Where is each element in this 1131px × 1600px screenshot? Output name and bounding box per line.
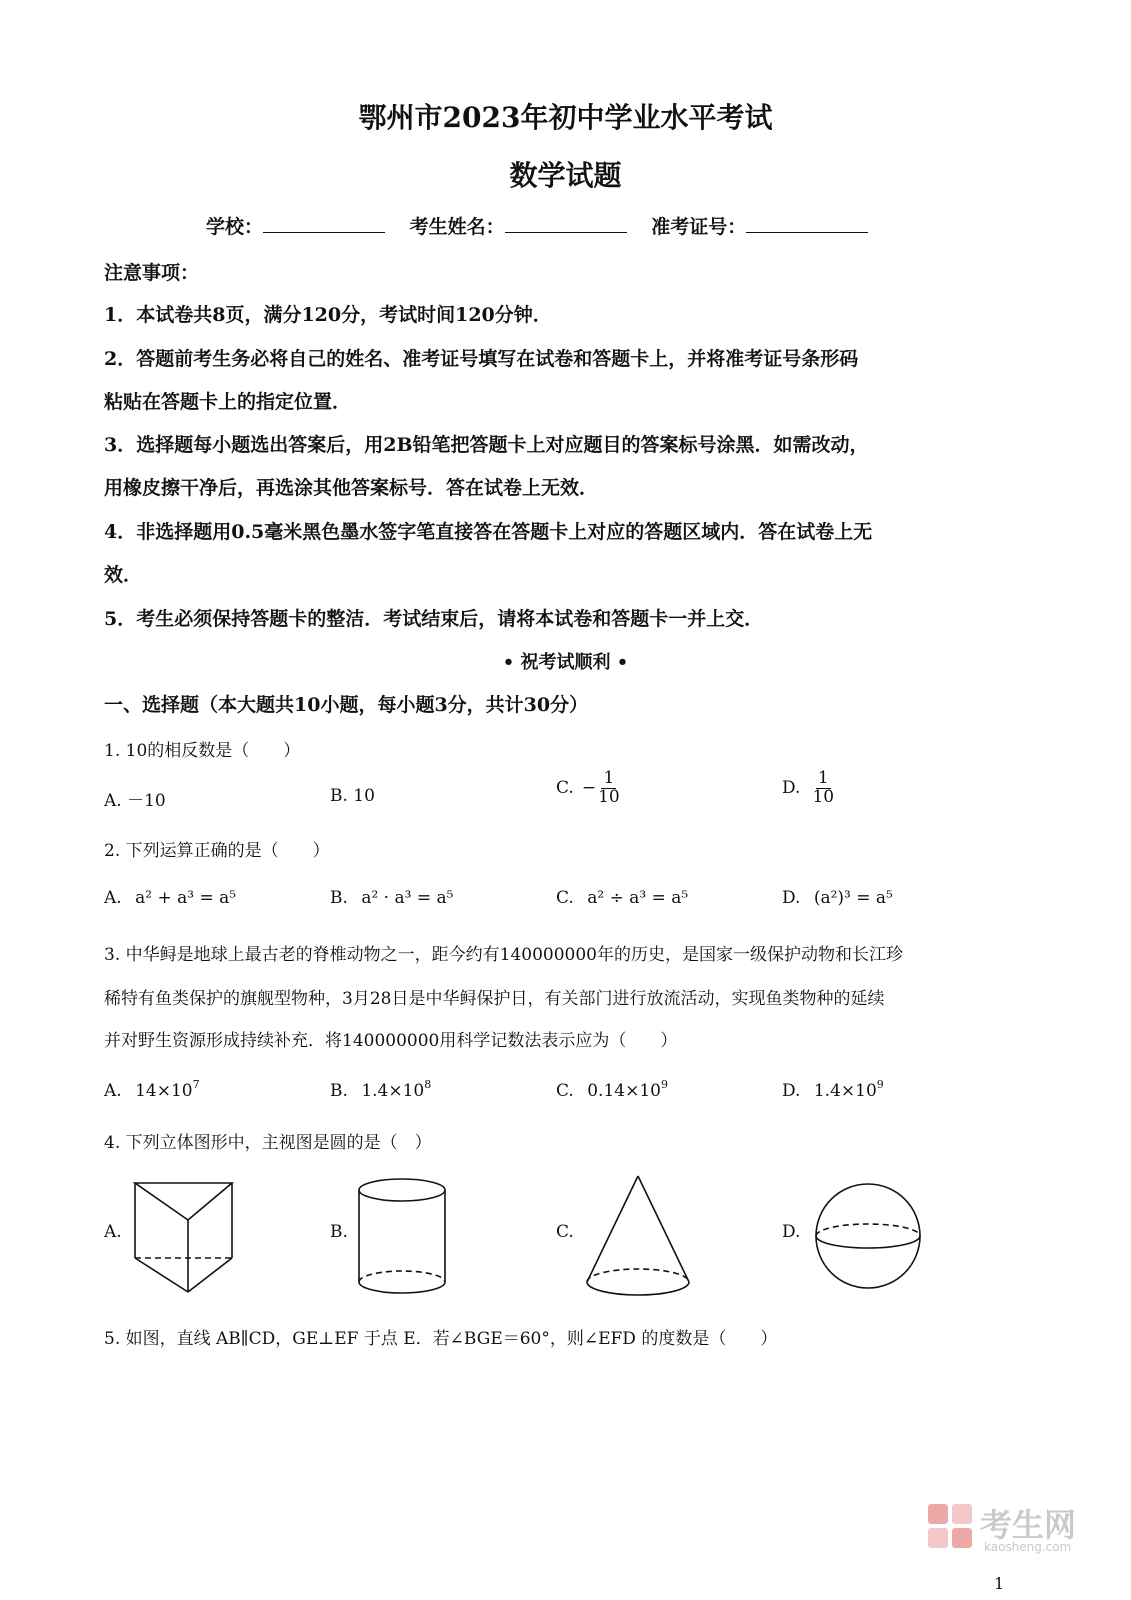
q3-a-exponent: 7 [192,1078,200,1091]
q3-a-label: A. [104,1081,122,1101]
q3-c-label: C. [556,1081,574,1101]
q4-d-label: D. [782,1222,801,1242]
q4-c-label: C. [556,1222,574,1242]
note-line-2: 2．答题前考生务必将自己的姓名、准考证号填写在试卷和答题卡上，并将准考证号条形码 [104,348,859,370]
q1-option-a: A. －10 [104,791,166,811]
q1-option-b: B. 10 [330,786,375,806]
q2-option-d [782,888,893,908]
sphere-figure [812,1180,924,1292]
q1-option-d [782,770,836,807]
q3-d-base: 1.4×10 [813,1081,877,1101]
q3-a-base: 14×10 [135,1081,193,1101]
page-number: 1 [994,1574,1005,1593]
q3-option-d [782,1078,884,1101]
school-blank [263,214,385,233]
q2-a-expression: a² + a³ = a⁵ [135,888,237,908]
notes-heading: 注意事项： [104,262,200,284]
q1-c-sign: − [581,778,597,799]
q3-stem-line-2: 稀特有鱼类保护的旗舰型物种，3月28日是中华鲟保护日，有关部门进行放流活动，实现鱼类物种的延续 [104,989,885,1009]
student-info-row [206,212,868,239]
cylinder-figure [355,1176,451,1298]
q3-b-base: 1.4×10 [361,1081,425,1101]
note-line-7: 效． [104,564,143,586]
exam-title: 鄂州市2023年初中学业水平考试 [358,101,773,134]
q1-d-denominator: 10 [812,786,835,807]
q3-d-label: D. [782,1081,801,1101]
cone-figure [582,1172,694,1300]
q3-option-c [556,1078,668,1101]
exam-subtitle: 数学试题 [509,159,622,192]
note-line-5: 用橡皮擦干净后，再选涂其他答案标号．答在试卷上无效． [104,477,599,499]
q2-c-expression: a² ÷ a³ = a⁵ [587,888,689,908]
triangular-prism-figure [130,1178,240,1298]
q2-d-label: D. [782,888,801,908]
watermark-url: kaosheng.com [984,1540,1072,1554]
q4-b-label: B. [330,1222,348,1242]
note-line-1: 1．本试卷共8页，满分120分，考试时间120分钟． [104,304,552,326]
id-label: 准考证号： [651,216,747,238]
q2-option-a [104,888,236,908]
note-line-8: 5．考生必须保持答题卡的整洁．考试结束后，请将本试卷和答题卡一并上交． [104,608,764,630]
name-label: 考生姓名： [409,216,505,238]
q5-stem: 5. 如图，直线 AB∥CD，GE⊥EF 于点 E．若∠BGE＝60°，则∠EFD 的度数是（ ） [104,1329,778,1349]
note-line-3: 粘贴在答题卡上的指定位置． [104,391,352,413]
q3-stem-line-3: 并对野生资源形成持续补充．将140000000用科学记数法表示应为（ ） [104,1031,678,1051]
q1-c-denominator: 10 [598,786,620,807]
q2-c-label: C. [556,888,574,908]
q2-a-label: A. [104,888,122,908]
kaosheng-watermark [928,1500,1118,1562]
q2-stem: 2. 下列运算正确的是（ ） [104,841,330,861]
q3-b-label: B. [330,1081,348,1101]
q1-stem: 1. 10的相反数是（ ） [104,741,301,761]
q3-option-b [330,1078,431,1101]
q3-d-exponent: 9 [876,1078,884,1091]
q4-a-label: A. [104,1222,122,1242]
q3-b-exponent: 8 [424,1078,432,1091]
name-blank [505,214,627,233]
q3-c-base: 0.14×10 [587,1081,661,1101]
q1-c-fraction [596,770,622,807]
note-line-4: 3．选择题每小题选出答案后，用2B铅笔把答题卡上对应题目的答案标号涂黑．如需改动， [104,434,869,456]
q2-b-label: B. [330,888,348,908]
watermark-text: 考生网 [980,1506,1077,1544]
q3-stem-line-1: 3. 中华鲟是地球上最古老的脊椎动物之一，距今约有140000000年的历史，是国家一级保护动物和长江珍 [104,945,903,965]
q1-option-c [556,770,622,807]
q2-option-b [330,888,453,908]
q1-d-fraction [810,770,836,807]
q1-c-numerator: 1 [603,768,615,788]
q3-option-a [104,1078,200,1101]
note-line-6: 4．非选择题用0.5毫米黑色墨水签字笔直接答在答题卡上对应的答题区域内．答在试卷上无 [104,521,873,543]
exam-wish: • 祝考试顺利 • [502,652,629,673]
q1-d-label: D. [782,778,801,799]
q2-option-c [556,888,688,908]
q2-d-expression: (a²)³ = a⁵ [813,888,893,908]
q1-c-label: C. [556,778,574,799]
q4-stem: 4. 下列立体图形中，主视图是圆的是（ ） [104,1133,432,1153]
q2-b-expression: a² · a³ = a⁵ [361,888,454,908]
school-label: 学校： [206,216,264,238]
section-heading: 一、选择题（本大题共10小题，每小题3分，共计30分） [104,694,589,716]
q3-c-exponent: 9 [660,1078,668,1091]
id-blank [746,214,868,233]
kaosheng-logo-icon [928,1504,972,1548]
q1-d-numerator: 1 [817,768,829,788]
